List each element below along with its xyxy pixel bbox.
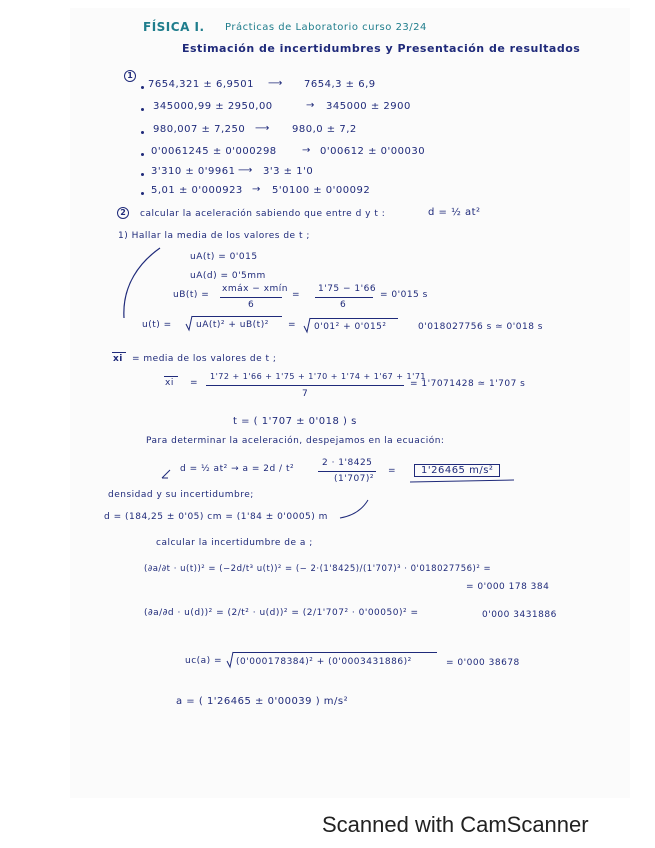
section-2-number: 2 <box>117 207 129 219</box>
section-2-intro: calcular la aceleración sabiendo que entre d y t : <box>140 209 386 219</box>
uc-result: = 0'000 38678 <box>446 658 520 668</box>
densidad-text: densidad y su incertidumbre; <box>108 490 254 500</box>
ut-root-expression: uA(t)² + uB(t)² <box>196 320 269 330</box>
course-title: Prácticas de Laboratorio curso 23/24 <box>225 22 427 33</box>
xi-sum: 1'72 + 1'66 + 1'75 + 1'70 + 1'74 + 1'67 + 1'71 <box>210 372 427 381</box>
xi-label-2: xi <box>165 378 174 388</box>
camscanner-watermark: Scanned with CamScanner <box>322 812 589 837</box>
ub-denominator-values: 6 <box>340 300 347 310</box>
calc-uncertainty-text: calcular la incertidumbre de a ; <box>156 538 313 548</box>
ub-result: = 0'015 s <box>380 290 428 300</box>
step-1-heading: 1) Hallar la media de los valores de t ; <box>118 231 310 241</box>
uc-root: (0'000178384)² + (0'0003431886)² <box>236 657 412 667</box>
xi-symbol: xi <box>113 354 123 364</box>
ua-d-line: uA(d) = 0'5mm <box>190 271 266 281</box>
acceleration-boxed-result: 1'26465 m/s² <box>414 464 500 477</box>
term2-expression: (∂a/∂d · u(d))² = (2/t² · u(d))² = (2/1'707² · 0'00050)² = <box>144 608 419 618</box>
xi-count: 7 <box>302 389 309 399</box>
ub-label: uB(t) = <box>173 290 210 300</box>
ut-root-values: 0'01² + 0'015² <box>314 322 387 332</box>
despejar-text: Para determinar la aceleración, despejamos en la ecuación: <box>146 436 445 446</box>
term2-result: 0'000 3431886 <box>482 610 557 620</box>
ua-t-line: uA(t) = 0'015 <box>190 252 258 262</box>
t-result: t = ( 1'707 ± 0'018 ) s <box>233 416 357 427</box>
ub-numerator-values: 1'75 − 1'66 <box>318 284 377 294</box>
d-value: d = (184,25 ± 0'05) cm = (1'84 ± 0'0005) m <box>104 512 328 522</box>
acceleration-equation: d = ½ at² → a = 2d / t² <box>180 464 295 474</box>
ub-denominator: 6 <box>248 300 255 310</box>
document-title: Estimación de incertidumbres y Presentación de resultados <box>182 42 581 55</box>
xi-description: = media de los valores de t ; <box>132 354 277 364</box>
ut-result: 0'018027756 s ≃ 0'018 s <box>418 322 543 332</box>
subject-title: FÍSICA I. <box>143 20 205 34</box>
accel-denominator: (1'707)² <box>334 474 375 484</box>
final-result: a = ( 1'26465 ± 0'00039 ) m/s² <box>176 696 349 707</box>
section-1-number: 1 <box>124 70 136 82</box>
term1-result: = 0'000 178 384 <box>466 582 550 592</box>
accel-numerator: 2 · 1'8425 <box>322 458 373 468</box>
ub-numerator: xmáx − xmín <box>222 284 288 294</box>
ut-label: u(t) = <box>142 320 172 330</box>
xi-result: = 1'7071428 ≃ 1'707 s <box>410 379 526 389</box>
uc-label: uc(a) = <box>185 656 223 666</box>
kinematic-formula: d = ½ at² <box>428 207 481 218</box>
term1-expression: (∂a/∂t · u(t))² = (−2d/t³ u(t))² = (− 2·(1'8425)/(1'707)³ · 0'018027756)² = <box>144 564 492 574</box>
